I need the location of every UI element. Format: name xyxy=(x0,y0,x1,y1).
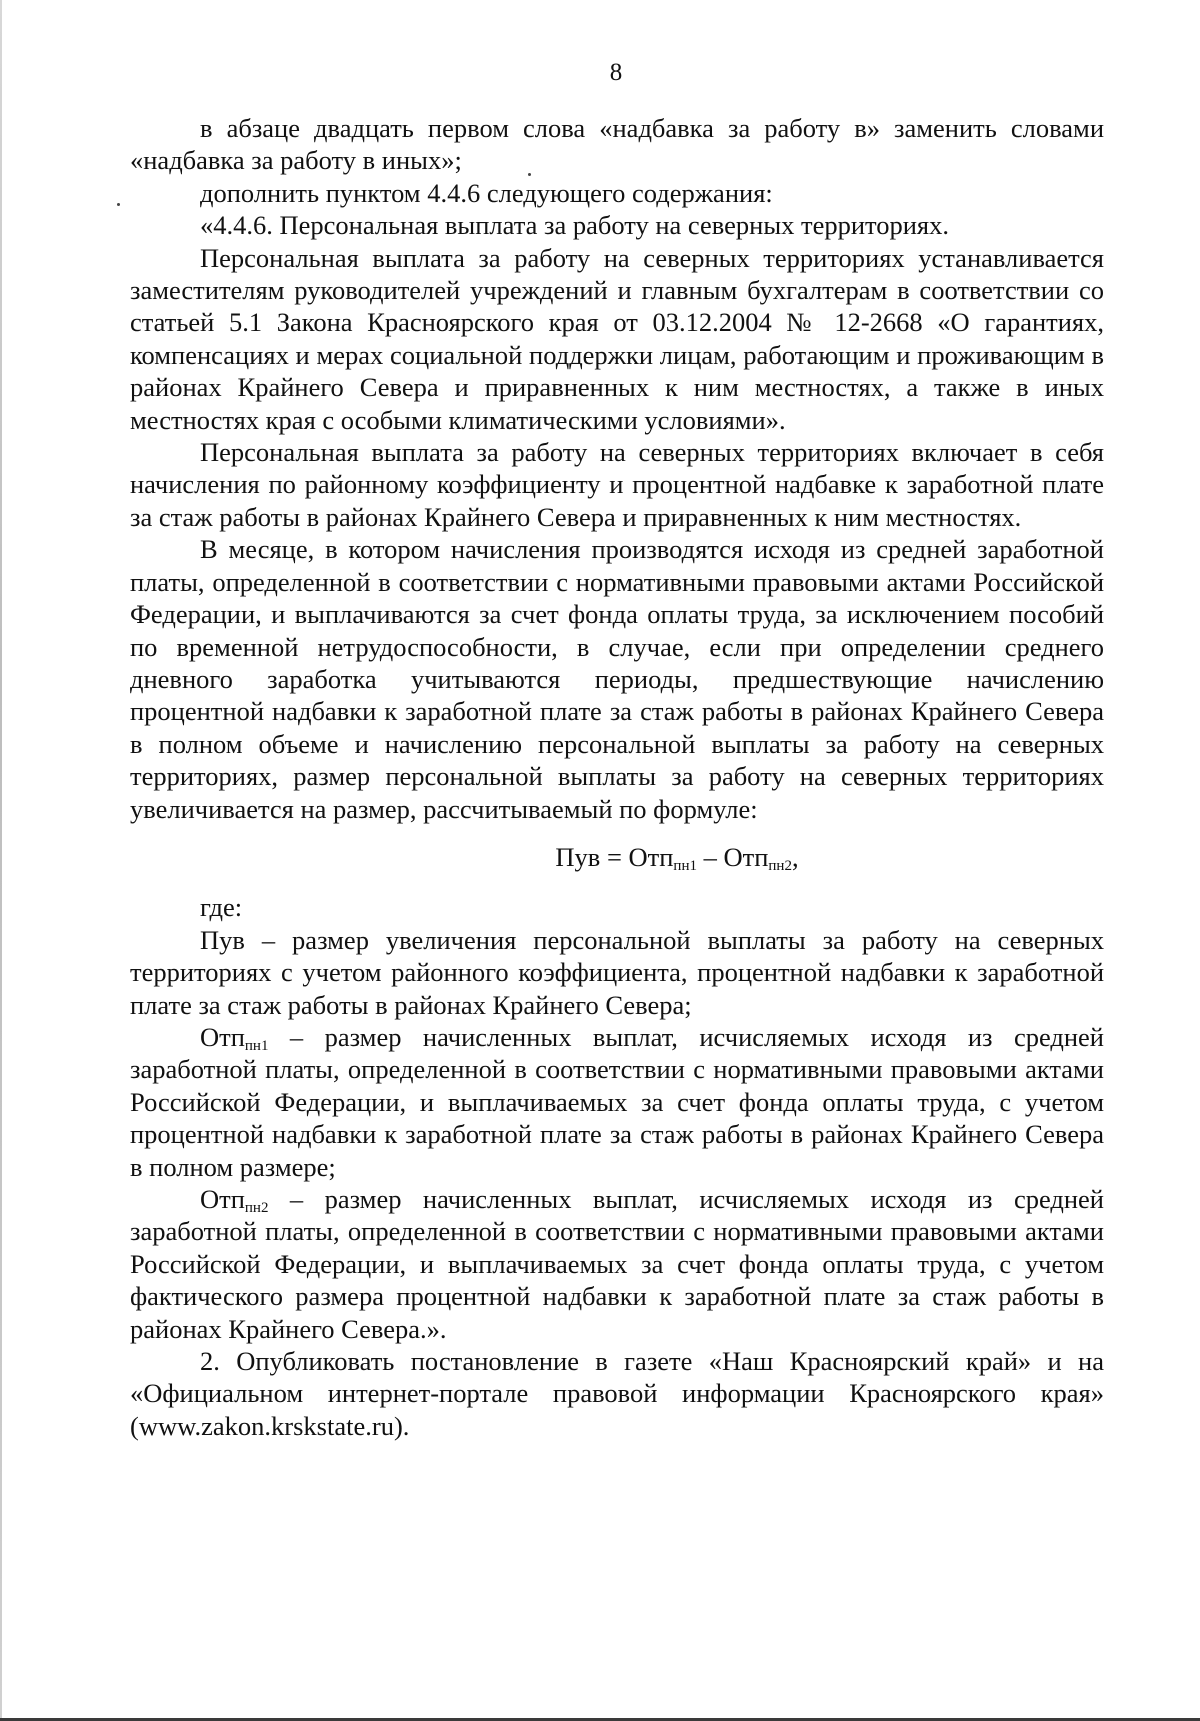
paragraph-where: где: xyxy=(200,892,243,923)
paragraph-payment-includes: Персональная выплата за работу на северных территориях включает в себя начисления по районному коэффициенту и процентной надбавке к заработной плате за стаж работы в районах Крайнего Севера и приравненных к ним местностях. xyxy=(130,437,1104,532)
definition-text: – размер увеличения персональной выплаты за работу на северных территориях с учетом районного коэффициента, процентной надбавки к заработной плате за стаж работы в районах Крайнего Севера; xyxy=(130,924,1104,1020)
formula-equals: = xyxy=(600,841,629,872)
scan-speck xyxy=(117,203,120,206)
definition-term: Отп xyxy=(200,1184,245,1214)
document-body xyxy=(130,112,1104,1442)
formula-tail: , xyxy=(791,841,799,872)
formula-term2: Отп xyxy=(723,841,769,872)
formula xyxy=(130,841,1104,873)
scan-left-edge xyxy=(0,0,2,1721)
formula-lhs: Пув xyxy=(555,841,601,872)
page-number: 8 xyxy=(609,59,623,86)
definition-term-subscript: пн1 xyxy=(244,1037,269,1054)
formula-term1-subscript: пн1 xyxy=(673,857,697,874)
paragraph-publish: 2. Опубликовать постановление в газете «Наш Красноярский край» и на «Официальном интернет-портале правовой информации Красноярского края» (www.zakon.krskstate.ru). xyxy=(130,1346,1104,1441)
paragraph-month-calculation: В месяце, в котором начисления производятся исходя из средней заработной платы, определенной в соответствии с нормативными правовыми актами Российской Федерации, и выплачиваются за счет фонда оплаты труда, за исключением пособий по временной нетрудоспособности, в случае, если при определении среднего дневного заработка учитываются периоды, предшествующие начислению процентной надбавки к заработной плате за стаж работы в районах Крайнего Севера в полном объеме и начислению персональной выплаты за работу на северных территориях, размер персональной выплаты за работу на северных территориях увеличивается на размер, рассчитываемый по формуле: xyxy=(130,534,1104,824)
definition-text: – размер начисленных выплат, исчисляемых исходя из средней заработной платы, определенной в соответствии с нормативными правовыми актами Российской Федерации, и выплачиваемых за счет фонда оплаты труда, с учетом процентной надбавки к заработной плате за стаж работы в районах Крайнего Севера в полном размере; xyxy=(130,1021,1104,1182)
definition-otp-pn2 xyxy=(130,1183,1104,1345)
definition-term: Отп xyxy=(200,1021,245,1052)
formula-minus: – xyxy=(696,841,724,872)
formula-term2-subscript: пн2 xyxy=(768,857,792,874)
definition-puv xyxy=(130,924,1104,1021)
paragraph-section-title: «4.4.6. Персональная выплата за работу на северных территориях. xyxy=(200,210,950,241)
paragraph-personal-payment: Персональная выплата за работу на северных территориях устанавливается заместителям руководителей учреждений и главным бухгалтерам в соответствии со статьей 5.1 Закона Красноярского края от 03.12.2004 № 12-2668 «О гарантиях, компенсациях и мерах социальной поддержки лицам, работающим и проживающим в районах Крайнего Севера и приравненных к ним местностях, а также в иных местностях края с особыми климатическими условиями». xyxy=(130,242,1104,435)
paragraph-amendment: в абзаце двадцать первом слова «надбавка за работу в» заменить словами «надбавка за работу в иных»; xyxy=(130,113,1104,176)
definition-otp-pn1 xyxy=(130,1021,1104,1183)
paragraph-supplement: дополнить пунктом 4.4.6 следующего содержания: xyxy=(200,177,773,208)
definition-term-subscript: пн2 xyxy=(244,1200,269,1216)
definition-term: Пув xyxy=(200,924,245,955)
definition-text: – размер начисленных выплат, исчисляемых исходя из средней заработной платы, определенной в соответствии с нормативными правовыми актами Российской Федерации, и выплачиваемых за счет фонда оплаты труда, с учетом фактического размера процентной надбавки к заработной плате за стаж работы в районах Крайнего Севера.». xyxy=(130,1184,1104,1344)
formula-term1: Отп xyxy=(628,841,674,872)
